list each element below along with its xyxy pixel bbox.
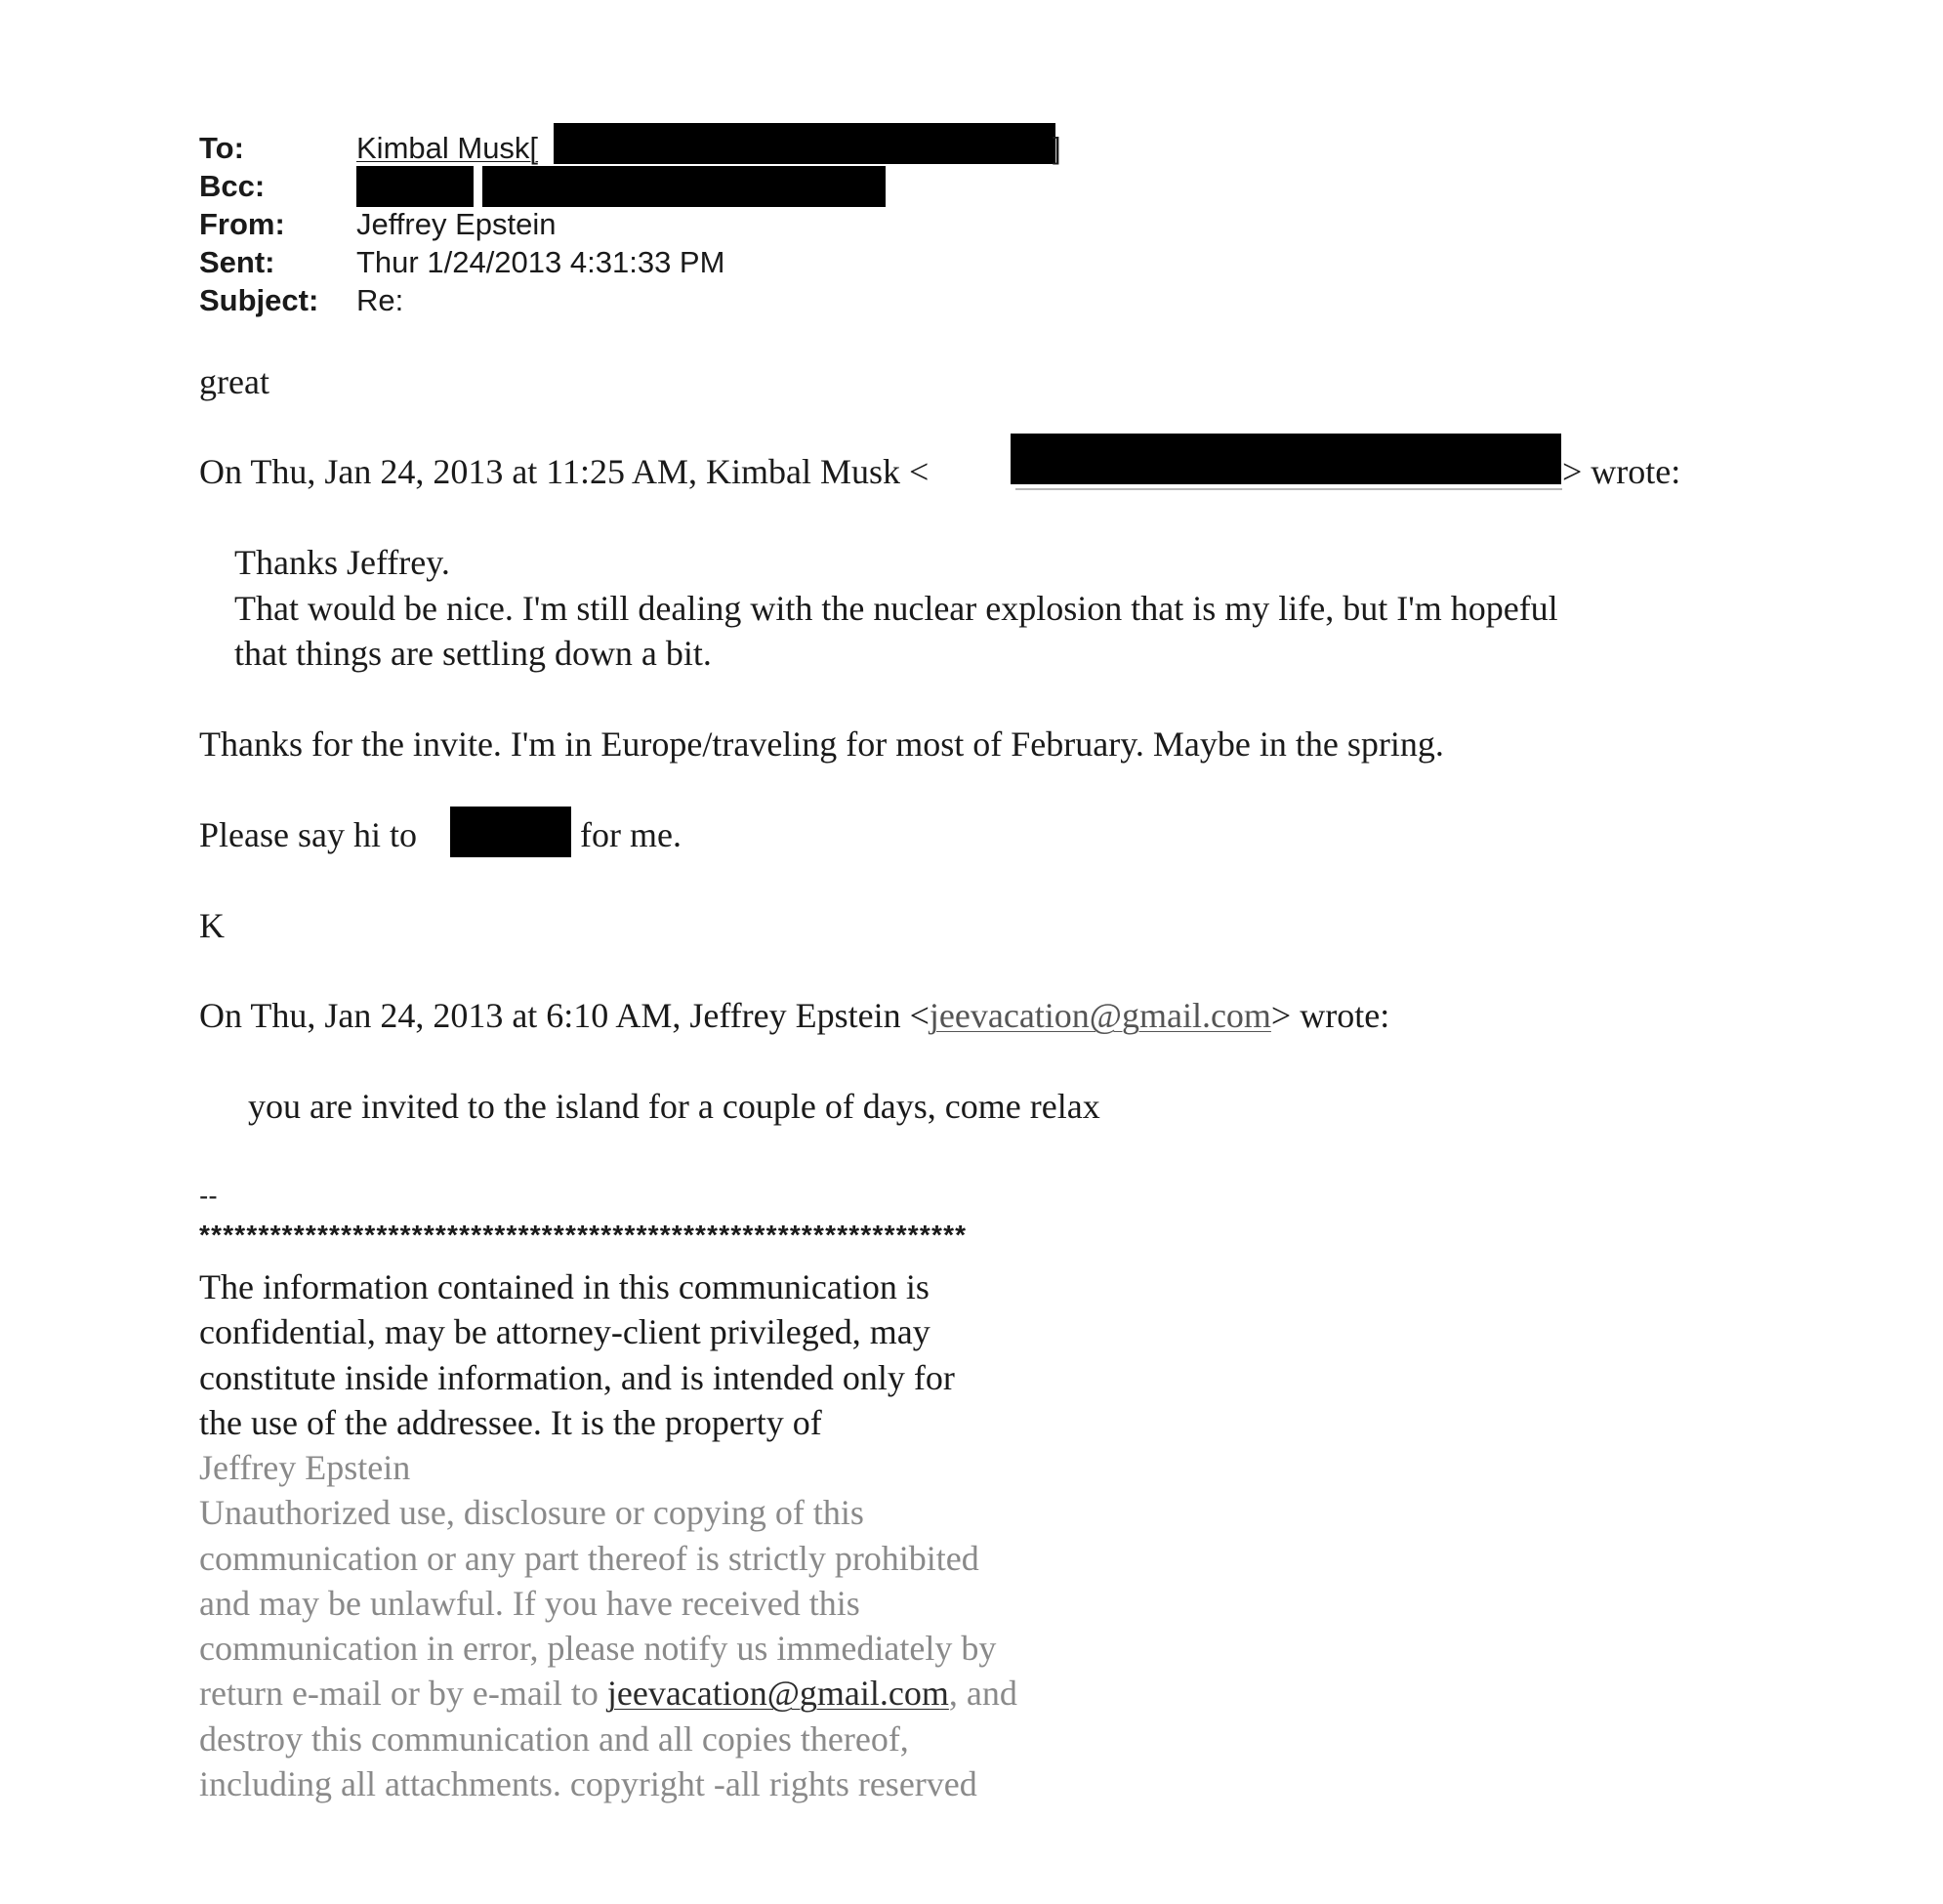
sent-label: Sent: [199, 245, 275, 279]
disclaimer-line-2: confidential, may be attorney-client privileged, may [199, 1312, 930, 1351]
from-value: Jeffrey Epstein [356, 207, 557, 241]
disclaimer-line-8: and may be unlawful. If you have received this [199, 1584, 860, 1623]
disclaimer-line-5: Jeffrey Epstein [199, 1448, 411, 1487]
reply-text: great [199, 362, 269, 401]
quote1-line3: that things are settling down a bit. [234, 634, 712, 673]
disclaimer-line-12: including all attachments. copyright -all rights reserved [199, 1764, 977, 1803]
redaction-name [450, 807, 571, 857]
disclaimer-line-4: the use of the addressee. It is the property of [199, 1403, 822, 1442]
say-hi-before: Please say hi to [199, 815, 417, 854]
quote2-line1: you are invited to the island for a couple of days, come relax [248, 1087, 1100, 1126]
disclaimer-line-1: The information contained in this communication is [199, 1267, 930, 1306]
quote2-intro [199, 993, 1389, 1038]
disclaimer-line-3: constitute inside information, and is intended only for [199, 1358, 955, 1397]
disclaimer-line-9: communication in error, please notify us immediately by [199, 1629, 997, 1668]
invite-reply: Thanks for the invite. I'm in Europe/traveling for most of February. Maybe in the spring. [199, 724, 1444, 764]
to-bracket-close [1053, 130, 1061, 167]
quote1-intro: On Thu, Jan 24, 2013 at 11:25 AM, Kimbal Musk < [199, 452, 930, 491]
signature-dashes: -- [199, 1180, 218, 1211]
redaction-bcc-2 [482, 166, 886, 207]
to-value [356, 130, 538, 167]
bcc-label: Bcc: [199, 169, 266, 203]
disclaimer-line-11: destroy this communication and all copies thereof, [199, 1719, 909, 1759]
redaction-underline [1015, 488, 1562, 490]
quote1-intro-end: > wrote: [1562, 452, 1681, 491]
return-before: return e-mail or by e-mail to [199, 1674, 607, 1713]
disclaimer-email-link[interactable]: jeevacation@gmail.com [606, 1674, 949, 1713]
signoff: K [199, 906, 225, 945]
disclaimer-line-6: Unauthorized use, disclosure or copying of this [199, 1493, 864, 1532]
quote2-email-link[interactable]: jeevacation@gmail.com [929, 996, 1271, 1035]
from-label: From: [199, 207, 285, 241]
return-after: , and [948, 1674, 1017, 1713]
subject-value: Re: [356, 283, 404, 317]
quote1-line1: Thanks Jeffrey. [234, 543, 450, 582]
to-recipient-name: Kimbal Musk[ [356, 131, 539, 165]
subject-label: Subject: [199, 283, 319, 317]
disclaimer-line-10 [199, 1671, 1017, 1716]
quote1-line2: That would be nice. I'm still dealing with the nuclear explosion that is my life, but I'm hopeful [234, 589, 1558, 628]
sent-value: Thur 1/24/2013 4:31:33 PM [356, 245, 725, 279]
disclaimer-line-7: communication or any part thereof is strictly prohibited [199, 1539, 979, 1578]
to-bracket-close-text: ] [1053, 131, 1061, 165]
quote2-intro-before: On Thu, Jan 24, 2013 at 6:10 AM, Jeffrey Epstein < [199, 996, 930, 1035]
quote2-intro-after: > wrote: [1270, 996, 1390, 1035]
signature-stars: ***************************************************************** [199, 1220, 968, 1250]
say-hi-after: for me. [580, 815, 682, 854]
to-label: To: [199, 131, 244, 165]
redaction-kimbal-email [1011, 434, 1561, 484]
redaction-bcc-1 [356, 166, 474, 207]
redaction-to-email [554, 123, 1055, 164]
